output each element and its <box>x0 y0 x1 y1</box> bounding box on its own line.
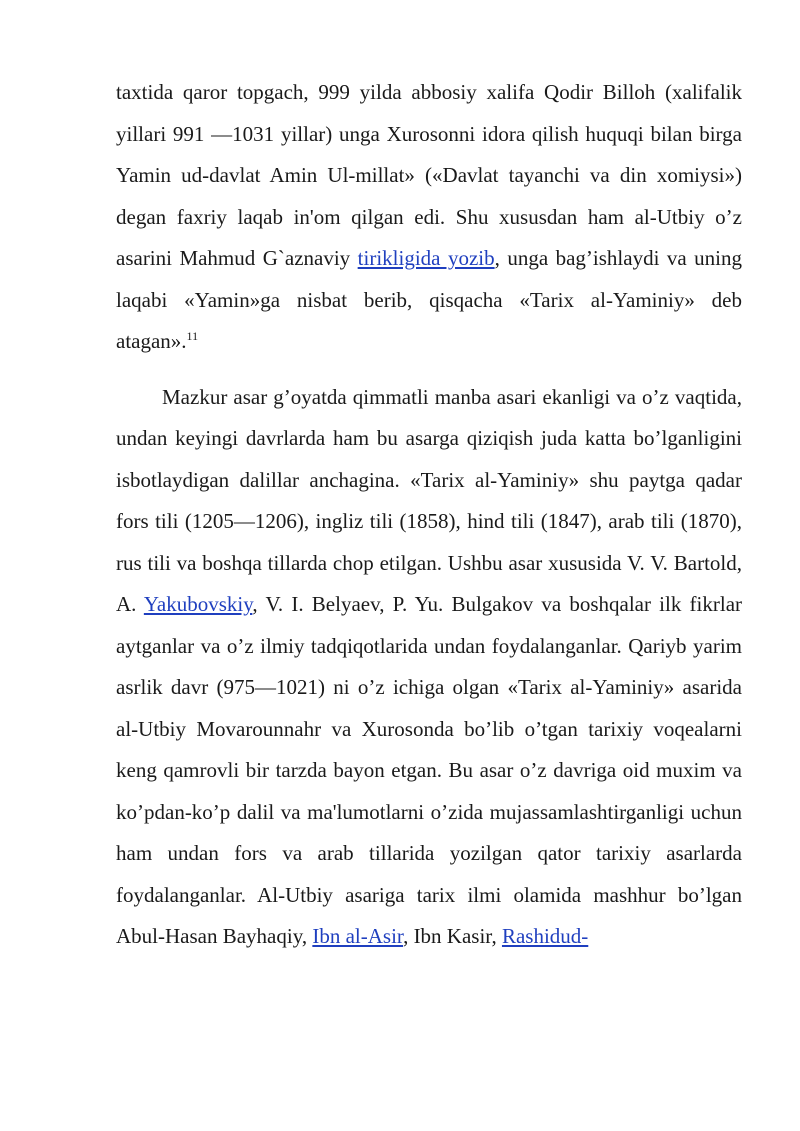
link-rashidud[interactable]: Rashidud- <box>501 924 589 948</box>
paragraph-1 <box>116 72 742 363</box>
link-yakubovskiy[interactable]: Yakubovskiy <box>143 592 253 616</box>
paragraph-1-text-b: , unga bag’ishlaydi va uning laqabi «Yamin»ga nisbat berib, qisqacha «Tarix al-Yaminiy» deb atagan». <box>116 246 742 353</box>
document-page <box>116 72 742 958</box>
paragraph-2-text-a: Mazkur asar g’oyatda qimmatli manba asari ekanligi va o’z vaqtida, undan keyingi davrlarda ham bu asarga qiziqish juda katta bo’lganligini isbotlaydigan dalillar anchagina. «Tarix al-Yaminiy» shu paytga qadar fors tili (1205—1206), ingliz tili (1858), hind tili (1847), arab tili (1870), rus tili va boshqa tillarda chop etilgan. Ushbu asar xususida V. V. Bartold, A. <box>116 384 742 616</box>
link-ibn-al-asir[interactable]: Ibn al-Asir <box>312 924 404 948</box>
paragraph-2-text-b: , V. I. Belyaev, P. Yu. Bulgakov va boshqalar ilk fikrlar aytganlar va o’z ilmiy tadqiqotlarida undan foydalanganlar. Qariyb yarim asrlik davr (975—1021) ni o’z ichiga olgan «Tarix al-Yaminiy» asarida al-Utbiy Movarounnahr va Xurosonda bo’lib o’tgan tarixiy voqealarni keng qamrovli bir tarzda bayon etgan. Bu asar o’z davriga oid muxim va ko’pdan-ko’p dalil va ma'lumotlarni o’zida mujassamlashtirganligi uchun ham undan fors va arab tillarida yozilgan qator tarixiy asarlarda foydalanganlar. Al-Utbiy asariga tarix ilmi olamida mashhur bo’lgan Abul-Hasan Bayhaqiy, <box>116 592 743 948</box>
paragraph-2-text-c: , Ibn Kasir, <box>403 924 502 948</box>
paragraph-1-text-a: taxtida qaror topgach, 999 yilda abbosiy xalifa Qodir Billoh (xalifalik yillari 991 —1031 yillar) unga Xurosonni idora qilish huquqi bilan birga Yamin ud-davlat Amin Ul-millat» («Davlat tayanchi va din xomiysi») degan faxriy laqab in'om qilgan edi. Shu xususdan ham al-Utbiy o’z asarini Mahmud G`aznaviy <box>116 80 742 270</box>
link-tirikligida-yozib[interactable]: tirikligida yozib <box>357 246 495 270</box>
footnote-marker[interactable]: 11 <box>186 329 199 343</box>
paragraph-2 <box>116 377 742 958</box>
